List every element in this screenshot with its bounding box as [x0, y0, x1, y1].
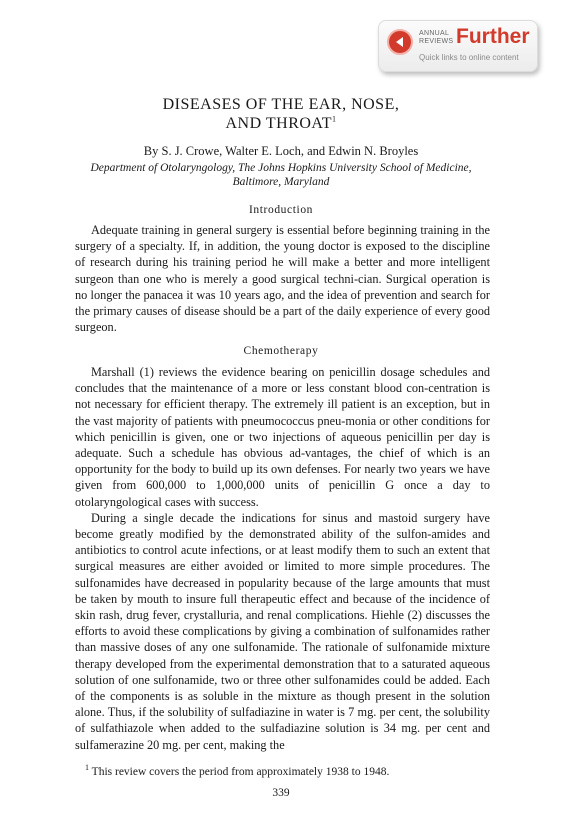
footnote-mark: 1 [85, 763, 89, 773]
further-links-badge[interactable] [378, 20, 538, 72]
paragraph: Marshall (1) reviews the evidence bearing on penicillin dosage schedules and concludes that the maintenance of a more or less constant blood con-centration is not necessary for efficient therapy. The extremely ill patient is an exception, but in the vast majority of patients with pneumococcus pneu-monia or other conditions for which penicillin is given, one or two injections of aqueous penicillin per day is adequate. Such a schedule has obvious ad-vantages, the chief of which is an opportunity for the body to build up its own defenses. For nearly two years we have given from 600,000 to 1,000,000 units of penicillin G once a day to otolaryngological cases with success. [75, 365, 490, 509]
chemotherapy-body [75, 364, 490, 753]
badge-tagline: Quick links to online content [419, 53, 519, 62]
title-line-1: DISEASES OF THE EAR, NOSE, [162, 96, 400, 113]
introduction-body [75, 222, 490, 335]
paragraph: During a single decade the indications for sinus and mastoid surgery have become greatly modified by the demonstrated ability of the sulfon-amides and antibiotics to control acute infections, or at least modify them to such an extent that surgical measures are either avoided or limited to more simple procedures. The sulfonamides have decreased in popularity because of the large amounts that must be taken by mouth to insure full therapeutic effect and because of the incidence of skin rash, drug fever, crystalluria, and renal complications. Hiehle (2) discusses the efforts to avoid these complications by giving a combination of sulfonamides rather than massive doses of any one sulfonamide. The rationale of sulfonamide mixture therapy developed from the experimental demonstration that to a saturated aqueous solution of one sulfonamide, two or three other sulfonamides could be added. Each of the components is as soluble in the mixture as though present in the solution alone. Thus, if the solubility of sulfadiazine in water is 7 mg. per cent, the solubility of sulfathiazole when added to the sulfadiazine solution is 34 mg. per cent and sulfamerazine 20 mg. per cent, making the [75, 510, 490, 752]
paragraph: Adequate training in general surgery is essential before beginning training in the surgery of a specialty. If, in addition, the young doctor is exposed to the discipline of research during his training period he will make a better and more intelligent surgeon than one who is merely a good surgical techni-cian. Surgical operation is no longer the panacea it was 10 years ago, and the idea of prevention and search for the primary causes of disease should be a part of the daily experience of every good surgeon. [75, 223, 490, 335]
title-line-2: AND THROAT$^1$ [225, 114, 337, 132]
title-footnote-mark: 1 [331, 114, 337, 124]
author-line: By S. J. Crowe, Walter E. Loch, and Edwin N. Broyles [143, 144, 419, 158]
section-heading-chemotherapy: Chemotherapy [243, 345, 319, 357]
footnote [75, 765, 490, 779]
affiliation [0, 161, 562, 189]
badge-annual-label: ANNUAL [419, 30, 450, 37]
section-heading-introduction: Introduction [248, 204, 314, 216]
page-number: 339 [272, 787, 290, 799]
badge-further-label: Further [456, 25, 530, 48]
affiliation-line-2: Baltimore, Maryland [232, 176, 330, 188]
play-back-icon [387, 29, 413, 55]
article-title [0, 95, 562, 133]
footnote-text: This review covers the period from approximately 1938 to 1948. [91, 766, 390, 778]
affiliation-line-1: Department of Otolaryngology, The Johns Hopkins University School of Medicine, [90, 162, 472, 174]
badge-reviews-label: REVIEWS [419, 38, 454, 45]
